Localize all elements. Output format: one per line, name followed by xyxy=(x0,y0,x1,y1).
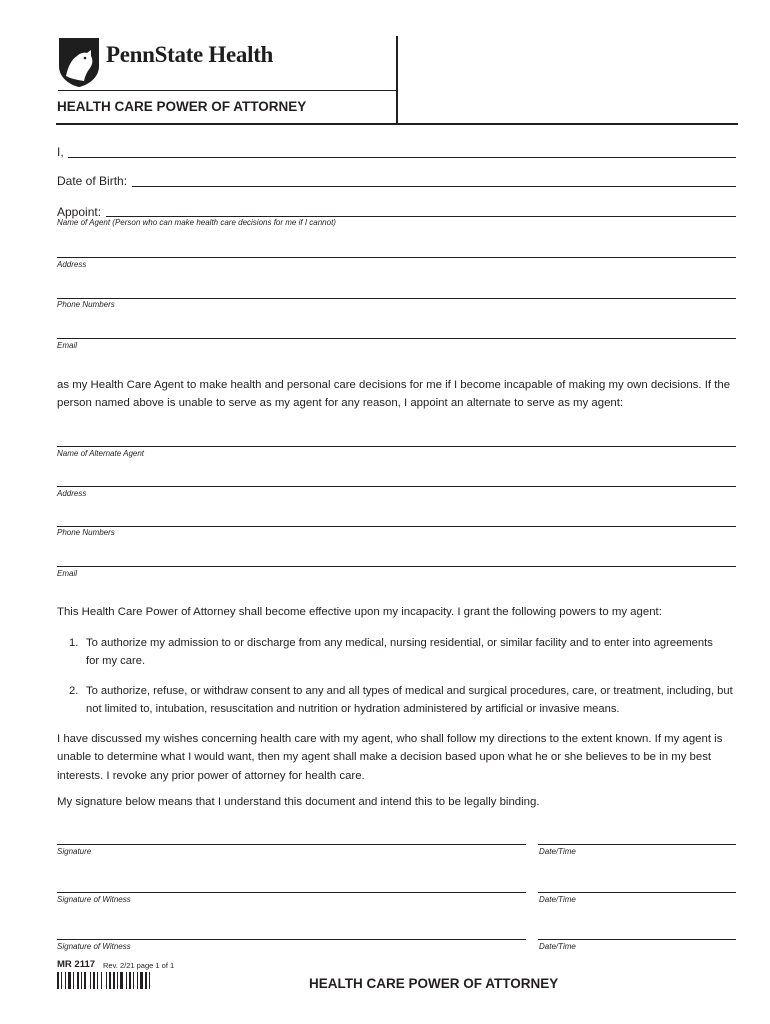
dob-label: Date of Birth: xyxy=(57,174,128,188)
dob-field[interactable] xyxy=(132,186,736,187)
agent-address-field[interactable] xyxy=(57,257,736,258)
witness2-datetime-field[interactable] xyxy=(538,939,736,940)
witness2-datetime-caption: Date/Time xyxy=(539,942,576,951)
i-label: I, xyxy=(57,145,64,159)
form-code: MR 2117 xyxy=(57,959,96,970)
signature-statement: My signature below means that I understand this document and intend this to be legally binding. xyxy=(57,796,540,808)
agent-phone-field[interactable] xyxy=(57,298,736,299)
agent-name-field[interactable] xyxy=(106,216,736,217)
shield-logo-icon xyxy=(58,36,100,88)
alternate-email-caption: Email xyxy=(57,569,78,578)
signature-caption: Signature xyxy=(57,847,92,856)
alternate-phone-caption: Phone Numbers xyxy=(57,528,115,537)
principal-name-field[interactable] xyxy=(68,157,736,158)
witness1-datetime-field[interactable] xyxy=(538,892,736,893)
header-divider-vertical xyxy=(396,36,398,124)
alternate-phone-field[interactable] xyxy=(57,526,736,527)
power-2-number: 2. xyxy=(69,685,79,697)
agent-address-caption: Address xyxy=(57,260,87,269)
agent-paragraph: as my Health Care Agent to make health and personal care decisions for me if I become incapable of making my own decisions. If the person named above is unable to serve as my agent for any reason, I appoint an alternate to serve as my agent: xyxy=(57,379,731,410)
footer-title: HEALTH CARE POWER OF ATTORNEY xyxy=(309,976,559,991)
header-divider-horizontal xyxy=(58,90,396,91)
appoint-label: Appoint: xyxy=(57,205,102,219)
logo xyxy=(58,36,298,88)
barcode-icon xyxy=(57,972,197,989)
discussed-paragraph: I have discussed my wishes concerning health care with my agent, who shall follow my directions to the extent known. If my agent is unable to determine what I would want, then my agent shall make a decision based upon what he or she believes to be in my best interests. I revoke any prior power of attorney for health care. xyxy=(57,733,723,782)
alternate-name-caption: Name of Alternate Agent xyxy=(57,449,145,458)
agent-name-caption: Name of Agent (Person who can make health care decisions for me if I cannot) xyxy=(57,218,336,227)
power-2-text: To authorize, refuse, or withdraw consent to any and all types of medical and surgical procedures, care, or treatment, including, but not limited to, intubation, resuscitation and nutrition or hydration administered by artificial or invasive means. xyxy=(86,685,733,716)
signature-datetime-caption: Date/Time xyxy=(539,847,576,856)
agent-email-field[interactable] xyxy=(57,338,736,339)
alternate-address-caption: Address xyxy=(57,489,87,498)
agent-phone-caption: Phone Numbers xyxy=(57,300,115,309)
witness2-caption: Signature of Witness xyxy=(57,942,131,951)
form-title: HEALTH CARE POWER OF ATTORNEY xyxy=(57,99,307,114)
power-1-number: 1. xyxy=(69,637,79,649)
witness1-caption: Signature of Witness xyxy=(57,895,131,904)
signature-field[interactable] xyxy=(57,844,526,845)
form-revision: Rev. 2/21 page 1 of 1 xyxy=(103,961,175,970)
agent-email-caption: Email xyxy=(57,341,78,350)
witness1-signature-field[interactable] xyxy=(57,892,526,893)
alternate-email-field[interactable] xyxy=(57,566,736,567)
alternate-address-field[interactable] xyxy=(57,486,736,487)
power-1-text: To authorize my admission to or discharge from any medical, nursing residential, or similar facility and to enter into agreements for my care. xyxy=(86,637,713,668)
header-rule xyxy=(56,123,738,125)
witness1-datetime-caption: Date/Time xyxy=(539,895,576,904)
alternate-name-field[interactable] xyxy=(57,446,736,447)
signature-datetime-field[interactable] xyxy=(538,844,736,845)
witness2-signature-field[interactable] xyxy=(57,939,526,940)
brand-name: PennState Health xyxy=(106,42,274,67)
powers-intro: This Health Care Power of Attorney shall become effective upon my incapacity. I grant the following powers to my agent: xyxy=(57,606,662,618)
